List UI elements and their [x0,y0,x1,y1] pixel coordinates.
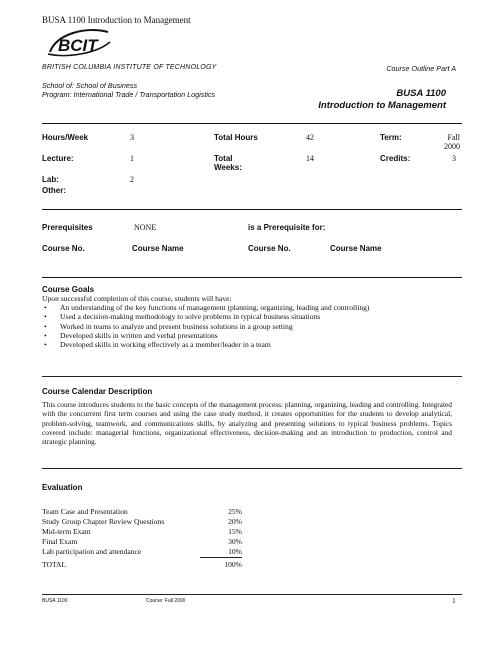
evaluation-label: Mid-term Exam [42,527,91,536]
lab-label: Lab: [42,175,59,184]
course-name-label: Course Name [330,244,382,253]
evaluation-value: 25% [228,507,242,516]
calendar-description-text: This course introduces students to the basic concepts of the management process: planning, organizing, leading and controlling. Integrated with the concurrent first term courses and using the case study method, it creates opportunities for the students to develop analytical, problem-solving, teamwork, and communications skills, by analyzing and presenting solutions to typical business problems. Topics covered include: managerial functions, organizational effectiveness, decision-making and an introduction to production, control and strategic planning. [42,400,452,447]
goal-item: • An understanding of the key functions of management (planning, organizing, leading and controlling) [42,303,462,312]
course-no-label: Course No. [248,244,291,253]
footer-course: BUSA 1100 [42,598,68,604]
outline-part: Course Outline Part A [386,64,456,73]
prerequisites-value: NONE [134,223,157,232]
goal-item: • Developed skills in working effectively as a member/leader in a team [42,340,462,349]
footer-term: Course: Fall 2000 [146,598,186,604]
lab-value: 2 [130,175,134,184]
evaluation-label: Lab participation and attendance [42,547,142,556]
goal-item: • Used a decision-making methodology to solve problems in typical business situations [42,312,462,321]
is-prerequisite-label: is a Prerequisite for: [248,223,326,232]
evaluation-row [42,517,242,526]
other-label: Other: [42,186,66,195]
total-weeks-label: Total Weeks: [214,154,242,172]
course-goals-heading: Course Goals [42,285,95,294]
course-goals-intro: Upon successful completion of this course, students will have: [42,294,232,303]
hours-week-value: 3 [130,133,134,142]
page-number: 1 [452,596,456,605]
divider [42,209,462,210]
hours-week-label: Hours/Week [42,133,89,142]
total-weeks-value: 14 [306,154,314,163]
credits-value: 3 [452,154,456,163]
evaluation-value: 10% [228,547,242,556]
evaluation-label: Team Case and Presentation [42,507,128,516]
evaluation-total-label: TOTAL [42,560,67,569]
term-label: Term: [380,133,402,142]
goal-item: • Developed skills in written and verbal presentations [42,331,462,340]
school-line: School of: School of Business [42,81,138,90]
evaluation-total-value: 100% [224,560,242,569]
total-underline [200,557,242,558]
course-code: BUSA 1100 [396,88,446,99]
institute-name: BRITISH COLUMBIA INSTITUTE OF TECHNOLOGY [42,64,217,71]
evaluation-label: Final Exam [42,537,78,546]
total-hours-value: 42 [306,133,314,142]
evaluation-value: 15% [228,527,242,536]
lecture-value: 1 [130,154,134,163]
course-goals-list [42,303,462,349]
divider [42,468,462,469]
lecture-label: Lecture: [42,154,74,163]
evaluation-label: Study Group Chapter Review Questions [42,517,165,526]
svg-text:BCIT: BCIT [58,36,98,55]
evaluation-row [42,527,242,536]
credits-label: Credits: [380,154,411,163]
evaluation-value: 30% [228,537,242,546]
bcit-logo [46,24,112,60]
footer-divider [42,594,462,595]
evaluation-total-row [42,560,242,569]
divider [42,123,462,124]
prerequisites-label: Prerequisites [42,223,93,232]
total-hours-label: Total Hours [214,133,258,142]
evaluation-value: 20% [228,517,242,526]
course-name-label: Course Name [132,244,184,253]
course-no-label: Course No. [42,244,85,253]
divider [42,277,462,278]
evaluation-heading: Evaluation [42,483,83,492]
document-title: BUSA 1100 Introduction to Management [42,15,191,25]
evaluation-row [42,537,242,546]
program-line: Program: International Trade / Transportation Logistics [42,90,216,99]
term-value: Fall 2000 [444,133,460,151]
goal-item: • Worked in teams to analyze and present business solutions in a group setting [42,322,462,331]
evaluation-row [42,507,242,516]
evaluation-row [42,547,242,556]
divider [42,376,462,377]
course-title: Introduction to Management [318,100,446,111]
calendar-description-heading: Course Calendar Description [42,387,153,396]
